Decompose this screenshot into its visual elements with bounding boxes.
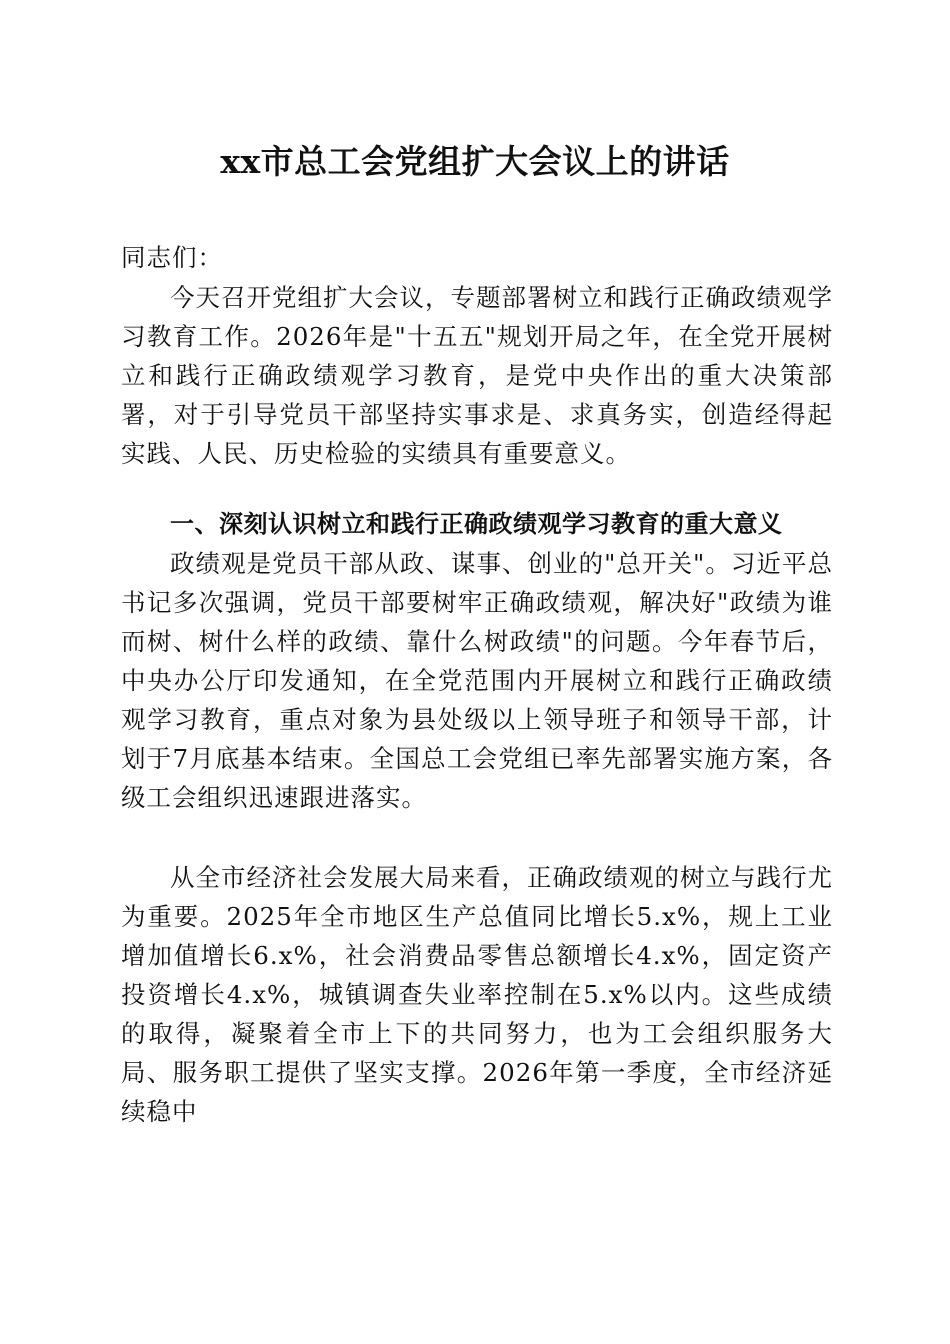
paragraph-significance: 政绩观是党员干部从政、谋事、创业的"总开关"。习近平总书记多次强调，党员干部要树牢正确政绩观，解决好"政绩为谁而树、树什么样的政绩、靠什么树政绩"的问题。今年春节后，中央办公厅印发通知，在全党范围内开展树立和践行正确政绩观学习教育，重点对象为县处级以上领导班子和领导干部，计划于7月底基本结束。全国总工会党组已率先部署实施方案，各级工会组织迅速跟进落实。 [121, 549, 833, 812]
salutation: 同志们： [121, 243, 223, 272]
section-heading: 一、深刻认识树立和践行正确政绩观学习教育的重大意义 [170, 510, 783, 538]
paragraph-economy: 从全市经济社会发展大局来看，正确政绩观的树立与践行尤为重要。2025年全市地区生产总值同比增长5.x%，规上工业增加值增长6.x%，社会消费品零售总额增长4.x%，固定资产投资增长4.x%，城镇调查失业率控制在5.x%以内。这些成绩的取得，凝聚着全市上下的共同努力，也为工会组织服务大局、服务职工提供了坚实支撑。2026年第一季度，全市经济延续稳中 [121, 863, 833, 1126]
page-title: xx市总工会党组扩大会议上的讲话 [220, 142, 730, 181]
paragraph-intro: 今天召开党组扩大会议，专题部署树立和践行正确政绩观学习教育工作。2026年是"十五五"规划开局之年，在全党开展树立和践行正确政绩观学习教育，是党中央作出的重大决策部署，对于引导党员干部坚持实事求是、求真务实，创造经得起实践、人民、历史检验的实绩具有重要意义。 [121, 283, 833, 468]
